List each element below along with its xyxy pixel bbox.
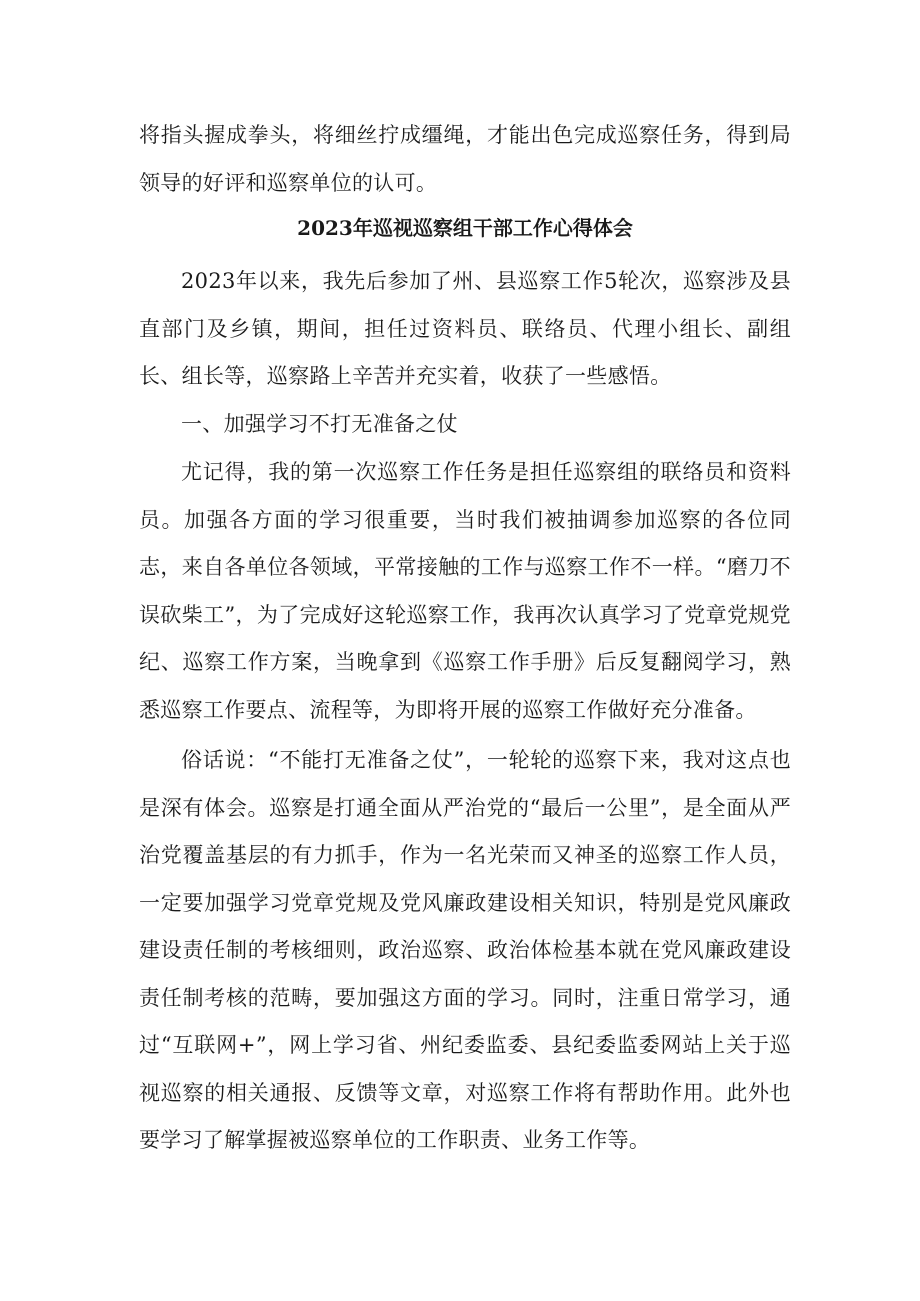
section-paragraph-1: 尤记得，我的第一次巡察工作任务是担任巡察组的联络员和资料员。加强各方面的学习很重要，当时我们被抽调参加巡察的各位同志，来自各单位各领域，平常接触的工作与巡察工作不一样。“磨刀不误砍柴工”，为了完成好这轮巡察工作，我再次认真学习了党章党规党纪、巡察工作方案，当晚拿到《巡察工作手册》后反复翻阅学习，熟悉巡察工作要点、流程等，为即将开展的巡察工作做好充分准备。: [139, 460, 791, 722]
section-heading: 一、加强学习不打无准备之仗: [181, 412, 458, 436]
intro-paragraph: 2023年以来，我先后参加了州、县巡察工作5轮次，巡察涉及县直部门及乡镇，期间，担任过资料员、联络员、代理小组长、副组长、组长等，巡察路上辛苦并充实着，收获了一些感悟。: [139, 269, 791, 388]
continuation-paragraph: 将指头握成拳头，将细丝拧成缰绳，才能出色完成巡察任务，得到局领导的好评和巡察单位的认可。: [139, 123, 791, 195]
document-title: 2023年巡视巡察组干部工作心得体会: [297, 216, 633, 240]
section-paragraph-2: 俗话说：“不能打无准备之仗”，一轮轮的巡察下来，我对这点也是深有体会。巡察是打通全面从严治党的“最后一公里”，是全面从严治党覆盖基层的有力抓手，作为一名光荣而又神圣的巡察工作人员，一定要加强学习党章党规及党风廉政建设相关知识，特别是党风廉政建设责任制的考核细则，政治巡察、政治体检基本就在党风廉政建设责任制考核的范畴，要加强这方面的学习。同时，注重日常学习，通过“互联网+”，网上学习省、州纪委监委、县纪委监委网站上关于巡视巡察的相关通报、反馈等文章，对巡察工作将有帮助作用。此外也要学习了解掌握被巡察单位的工作职责、业务工作等。: [139, 748, 791, 1152]
